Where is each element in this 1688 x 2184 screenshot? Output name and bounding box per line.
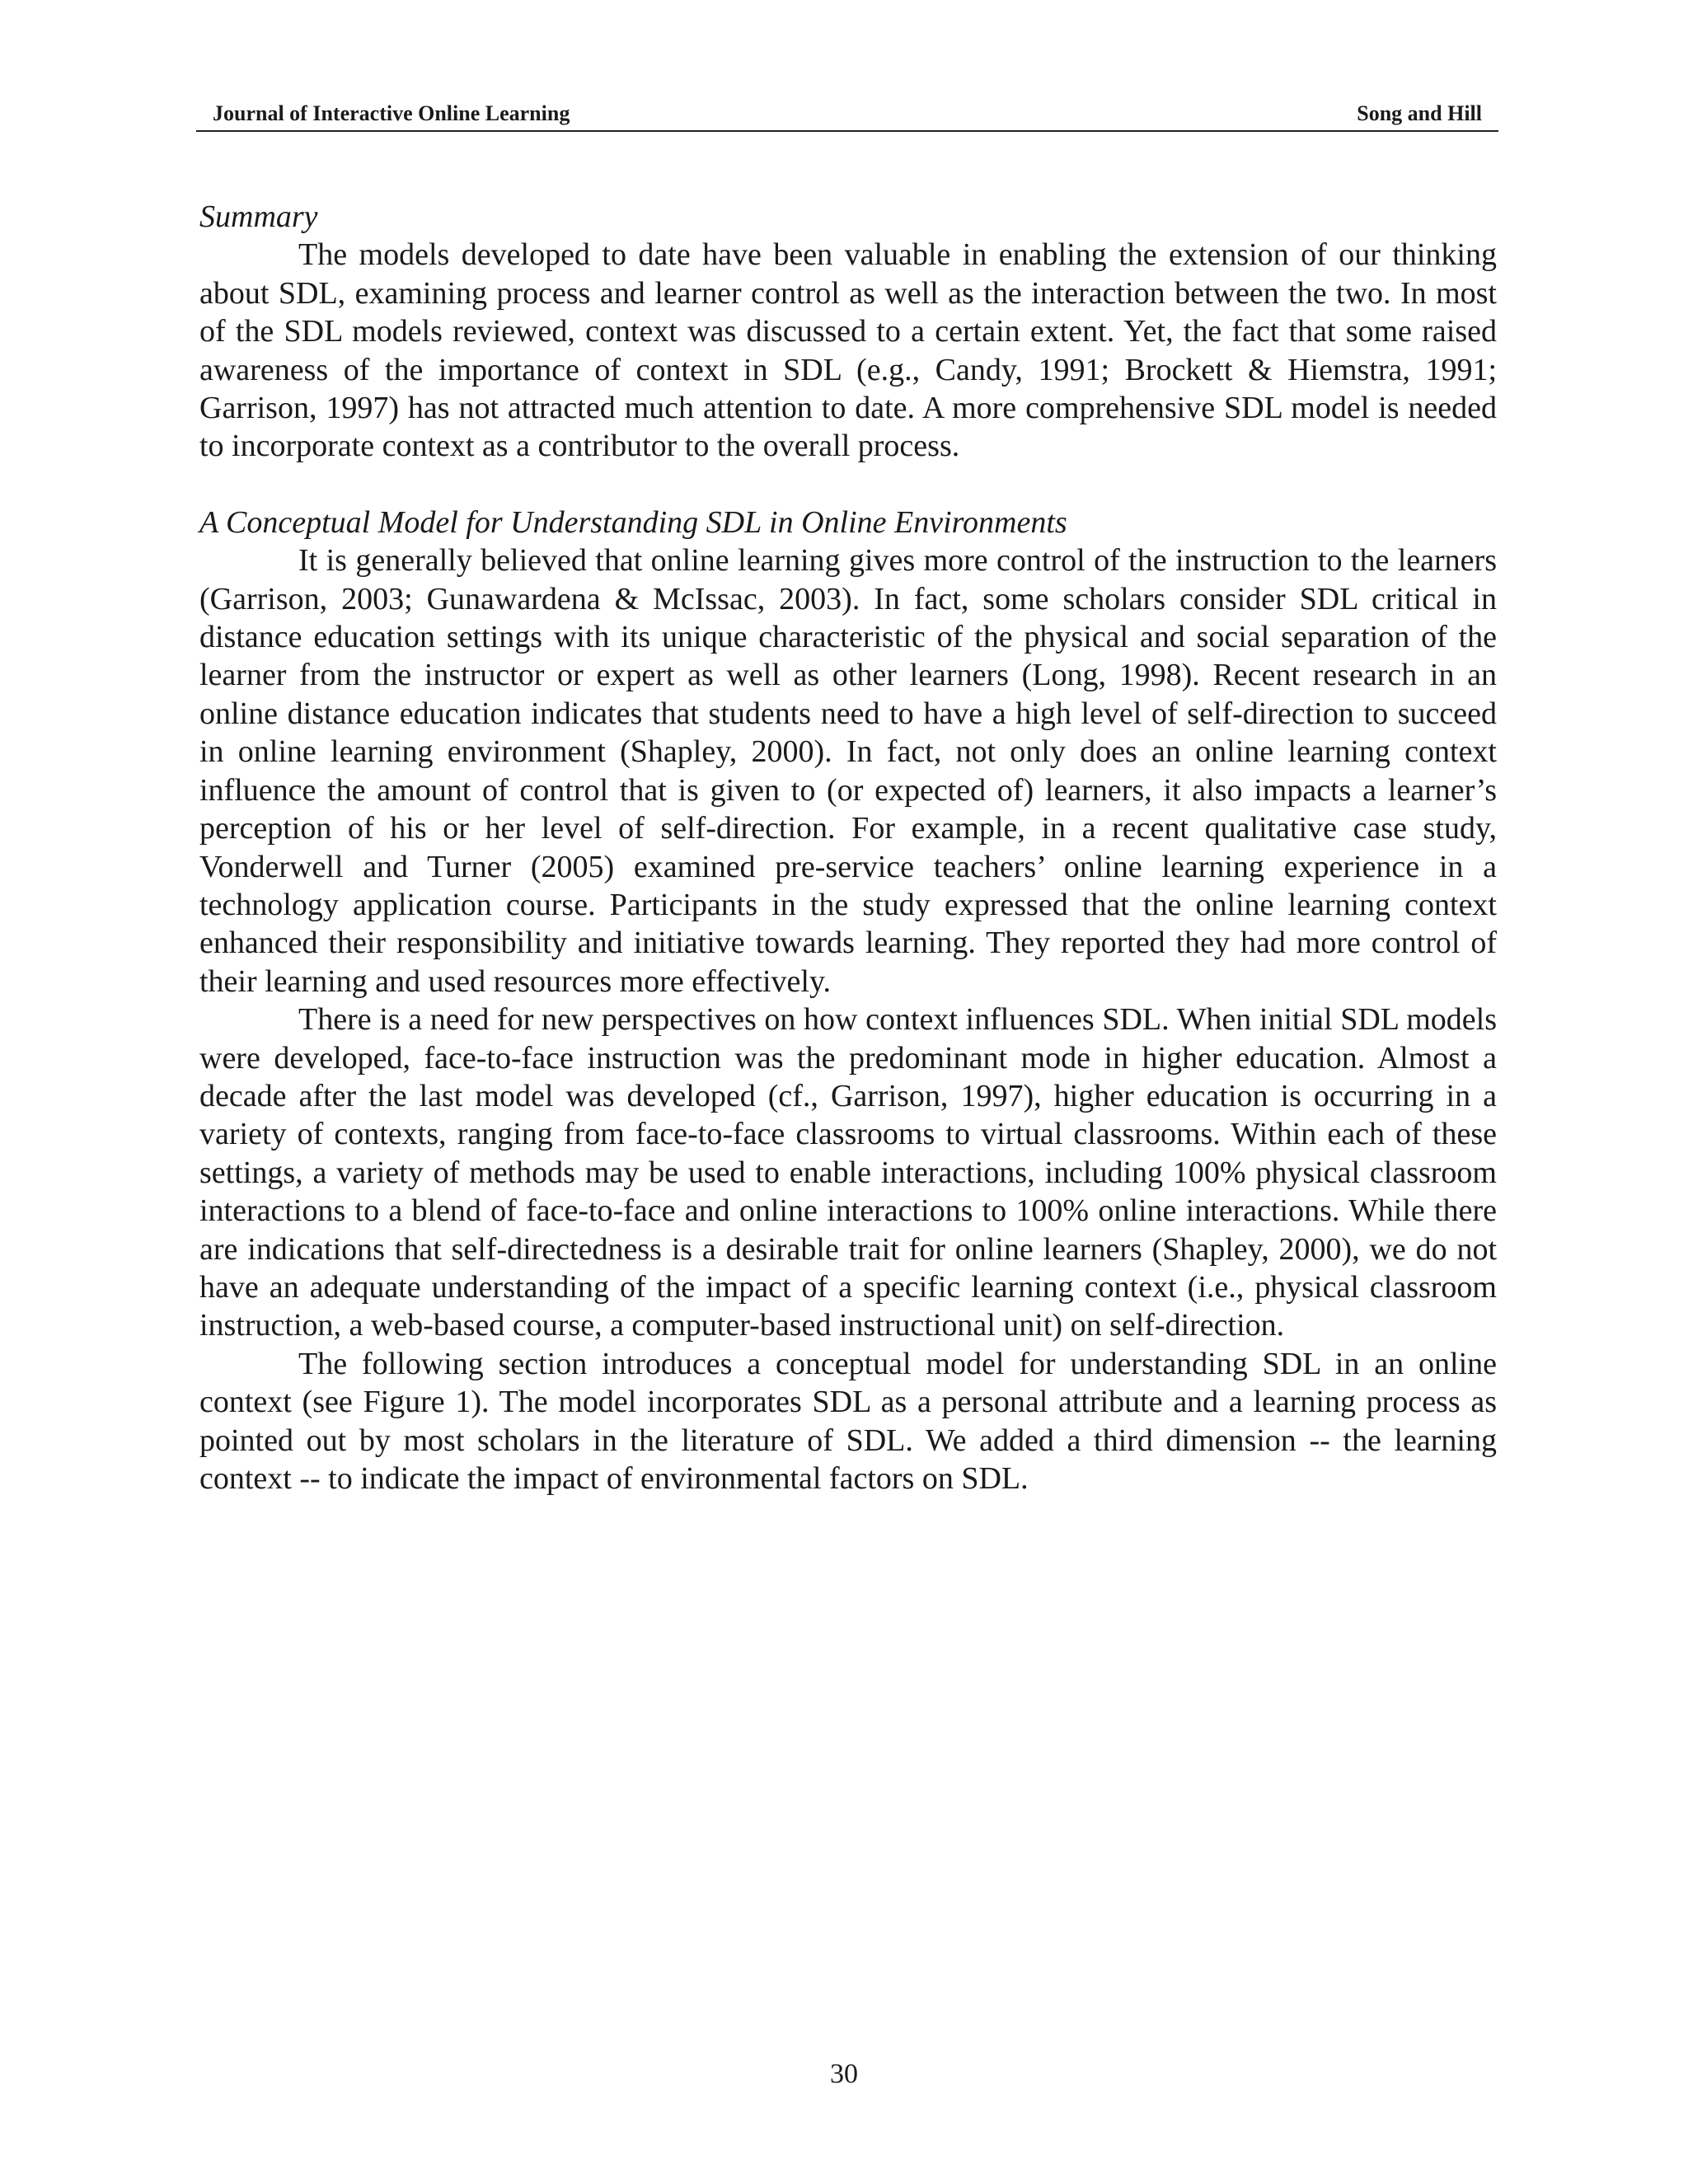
author-names: Song and Hill — [1357, 101, 1482, 125]
paragraph: There is a need for new perspectives on how context influences SDL. When initial SDL models were developed, face-to-face instruction was the predominant mode in higher education. Almost a decade after the last model was developed (cf., Garrison, 1997), higher education is occurring in a variety of contexts, ranging from face-to-face classrooms to virtual classrooms. Within each of these settings, a variety of methods may be used to enable interactions, including 100% physical classroom interactions to a blend of face-to-face and online interactions to 100% online interactions. While there are indications that self-directedness is a desirable trait for online learners (Shapley, 2000), we do not have an adequate understanding of the impact of a specific learning context (i.e., physical classroom instruction, a web-based course, a computer-based instructional unit) on self-direction. — [199, 1002, 1497, 1343]
section-summary — [199, 198, 1497, 466]
paragraph: The following section introduces a conceptual model for understanding SDL in an online context (see Figure 1). The model incorporates SDL as a personal attribute and a learning process as pointed out by most scholars in the literature of SDL. We added a third dimension -- the learning context -- to indicate the impact of environmental factors on SDL. — [199, 1346, 1497, 1496]
running-header — [196, 97, 1498, 132]
article-body — [199, 198, 1497, 1497]
paragraph: The models developed to date have been valuable in enabling the extension of our thinking about SDL, examining process and learner control as well as the interaction between the two. In most of the SDL models reviewed, context was discussed to a certain extent. Yet, the fact that some raised awareness of the importance of context in SDL (e.g., Candy, 1991; Brockett & Hiemstra, 1991; Garrison, 1997) has not attracted much attention to date. A more comprehensive SDL model is needed to incorporate context as a contributor to the overall process. — [199, 237, 1497, 464]
section-heading: Summary — [199, 199, 318, 234]
section-conceptual-model — [199, 504, 1497, 1498]
paragraph: It is generally believed that online learning gives more control of the instruction to the learners (Garrison, 2003; Gunawardena & McIssac, 2003). In fact, some scholars consider SDL critical in distance education settings with its unique characteristic of the physical and social separation of the learner from the instructor or expert as well as other learners (Long, 1998). Recent research in an online distance education indicates that students need to have a high level of self-direction to succeed in online learning environment (Shapley, 2000). In fact, not only does an online learning context influence the amount of control that is given to (or expected of) learners, it also impacts a learner’s perception of his or her level of self-direction. For example, in a recent qualitative case study, Vonderwell and Turner (2005) examined pre-service teachers’ online learning experience in a technology application course. Participants in the study expressed that the online learning context enhanced their responsibility and initiative towards learning. They reported they had more control of their learning and used resources more effectively. — [199, 543, 1497, 999]
section-heading: A Conceptual Model for Understanding SDL in Online Environments — [199, 504, 1067, 540]
section-spacer — [199, 466, 1497, 504]
journal-title: Journal of Interactive Online Learning — [213, 101, 570, 125]
page-number: 30 — [830, 2059, 858, 2089]
